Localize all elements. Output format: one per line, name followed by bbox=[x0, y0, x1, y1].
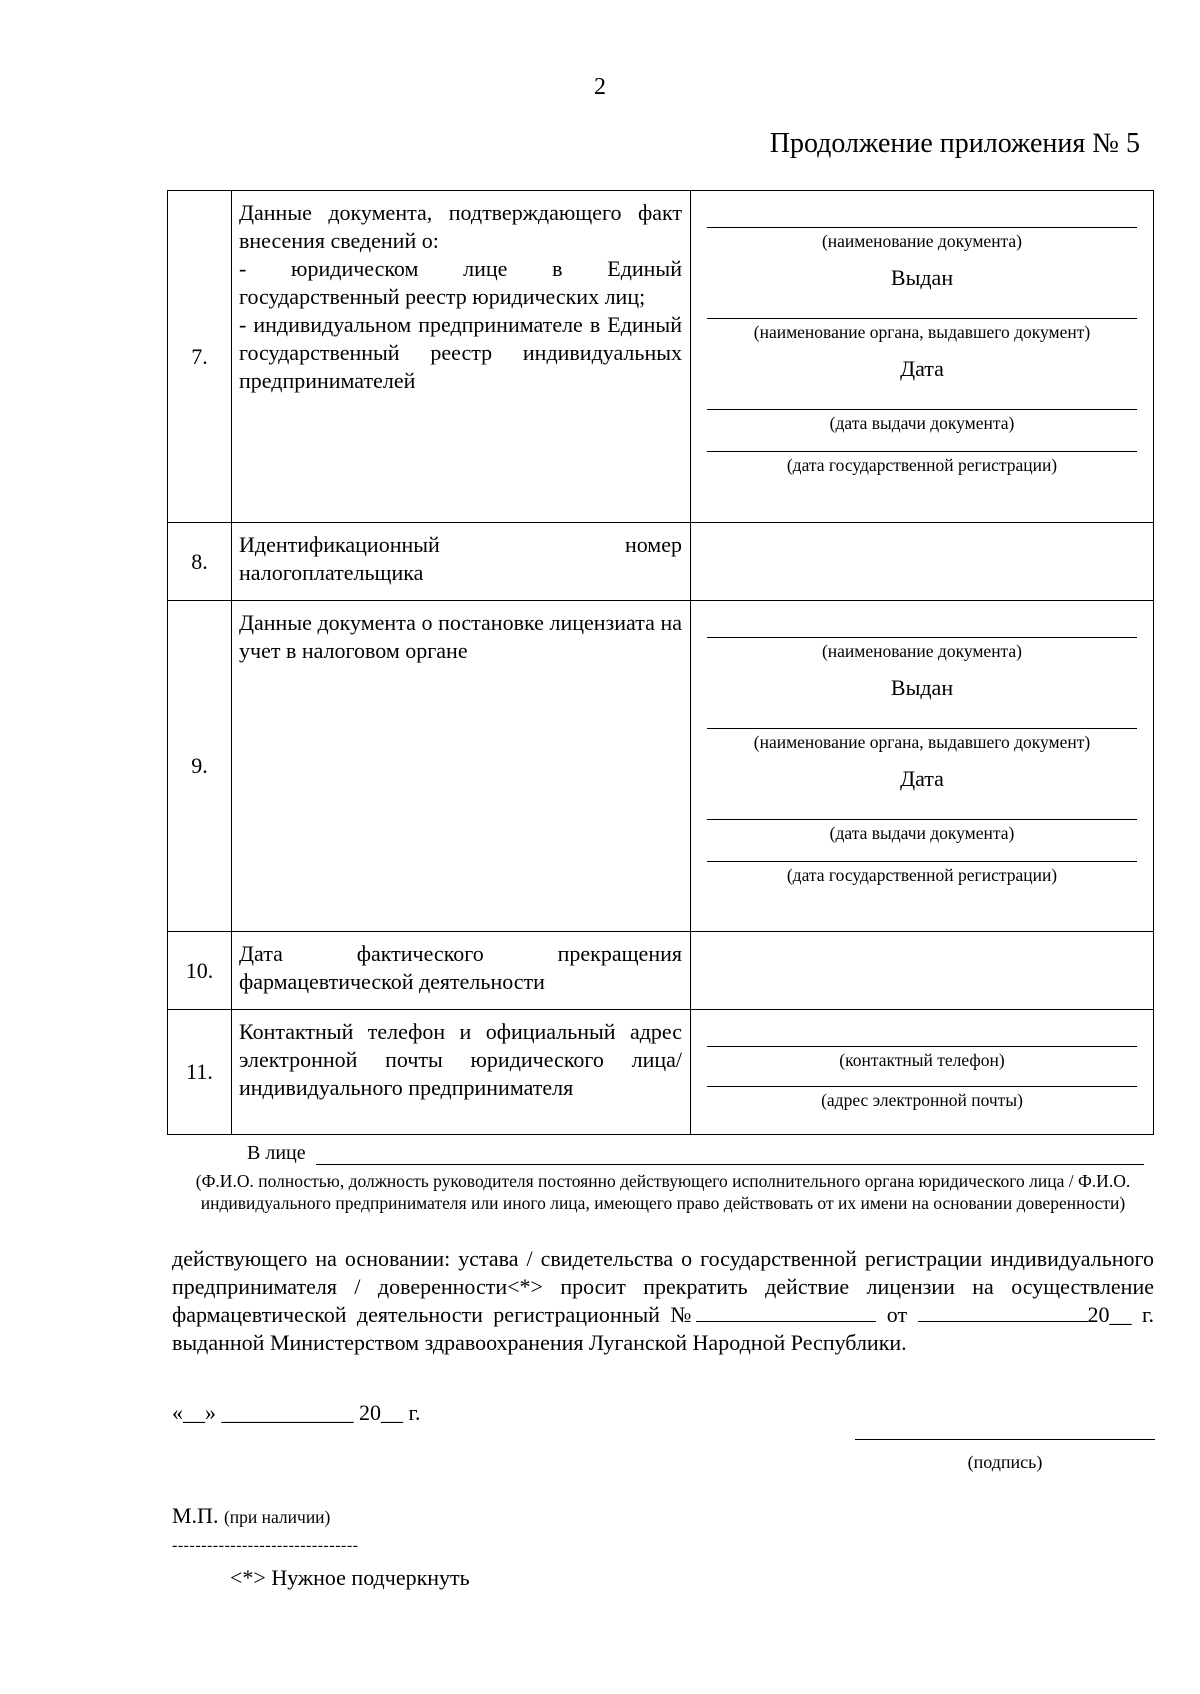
issued-label: Выдан bbox=[890, 265, 954, 290]
registration-date-field[interactable] bbox=[707, 451, 1137, 452]
fio-note: (Ф.И.О. полностью, должность руководителя постоянно действующего исполнительного органа юридического лица / Ф.И.О. индивидуального предпринимателя или иного лица, имеющего право действовать от их имени на основании доверенности) bbox=[195, 1171, 1131, 1213]
stamp-note: (при наличии) bbox=[223, 1507, 331, 1527]
row-description: Идентификационный номер налогоплательщика bbox=[232, 523, 691, 601]
registration-date-caption: (дата государственной регистрации) bbox=[786, 865, 1058, 885]
document-name-field[interactable] bbox=[707, 227, 1137, 228]
table-row-7 bbox=[168, 191, 1154, 523]
registration-number-field[interactable] bbox=[696, 1305, 876, 1322]
request-text-part3: 20__ г. выданной Министерством здравоохранения Луганской Народной Республики. bbox=[172, 1302, 1155, 1355]
issuer-caption: (наименование органа, выдавшего документ) bbox=[753, 322, 1091, 342]
row-number: 11. bbox=[168, 1010, 232, 1135]
request-text-part1: действующего на основании: устава / свидетельства о государственной регистрации индивидуального предпринимателя / доверенности<*> просит прекратить действие лицензии на осуществление фармацевтической деятельности регистрационный № bbox=[172, 1246, 1154, 1327]
request-text bbox=[172, 1245, 1154, 1357]
row-description: Данные документа о постановке лицензиата на учет в налоговом органе bbox=[232, 601, 691, 932]
table-row-11 bbox=[168, 1010, 1154, 1135]
in-face-label: В лице bbox=[247, 1142, 306, 1164]
row-number: 8. bbox=[168, 523, 232, 601]
row-number: 9. bbox=[168, 601, 232, 932]
stamp-label: М.П. bbox=[172, 1503, 219, 1528]
application-date[interactable]: «__» ____________ 20__ г. bbox=[172, 1400, 421, 1425]
representative-name-field[interactable] bbox=[316, 1164, 1144, 1165]
date-label: Дата bbox=[900, 766, 944, 791]
phone-caption: (контактный телефон) bbox=[839, 1050, 1005, 1070]
issue-date-caption: (дата выдачи документа) bbox=[829, 413, 1015, 433]
table-row-10 bbox=[168, 932, 1154, 1010]
row-value bbox=[691, 601, 1154, 932]
document-name-field[interactable] bbox=[707, 637, 1137, 638]
row-value bbox=[691, 1010, 1154, 1135]
row-number: 7. bbox=[168, 191, 232, 523]
row-number: 10. bbox=[168, 932, 232, 1010]
row-description: Дата фактического прекращения фармацевтической деятельности bbox=[232, 932, 691, 1010]
issue-date-field[interactable] bbox=[707, 409, 1137, 410]
desc-line: Данные документа, подтверждающего факт внесения сведений о: bbox=[239, 200, 682, 253]
continuation-title: Продолжение приложения № 5 bbox=[769, 128, 1140, 159]
issuer-caption: (наименование органа, выдавшего документ) bbox=[753, 732, 1091, 752]
issued-label: Выдан bbox=[890, 675, 954, 700]
signature-caption: (подпись) bbox=[967, 1452, 1043, 1472]
document-name-caption: (наименование документа) bbox=[821, 641, 1023, 661]
page-number: 2 bbox=[594, 74, 606, 100]
date-label: Дата bbox=[900, 356, 944, 381]
desc-line: - индивидуальном предпринимателе в Единый государственный реестр индивидуальных предпринимателей bbox=[239, 312, 682, 393]
request-text-part2: от bbox=[886, 1302, 918, 1327]
row-value bbox=[691, 191, 1154, 523]
license-date-field[interactable] bbox=[918, 1305, 1088, 1322]
issue-date-field[interactable] bbox=[707, 819, 1137, 820]
issue-date-caption: (дата выдачи документа) bbox=[829, 823, 1015, 843]
desc-line: - юридическом лице в Единый государственный реестр юридических лиц; bbox=[239, 256, 682, 309]
stamp-place bbox=[172, 1503, 1154, 1529]
row-description bbox=[232, 191, 691, 523]
table-row-9 bbox=[168, 601, 1154, 932]
row-description: Контактный телефон и официальный адрес электронной почты юридического лица/индивидуального предпринимателя bbox=[232, 1010, 691, 1135]
application-table bbox=[167, 190, 1154, 1135]
phone-field[interactable] bbox=[707, 1046, 1137, 1047]
issuer-field[interactable] bbox=[707, 728, 1137, 729]
email-caption: (адрес электронной почты) bbox=[821, 1090, 1023, 1110]
registration-date-caption: (дата государственной регистрации) bbox=[786, 455, 1058, 475]
termination-date-field[interactable] bbox=[691, 932, 1154, 1010]
issuer-field[interactable] bbox=[707, 318, 1137, 319]
email-field[interactable] bbox=[707, 1086, 1137, 1087]
registration-date-field[interactable] bbox=[707, 861, 1137, 862]
table-row-8 bbox=[168, 523, 1154, 601]
footnote: <*> Нужное подчеркнуть bbox=[230, 1565, 470, 1590]
signature-field[interactable] bbox=[855, 1439, 1155, 1440]
taxpayer-id-field[interactable] bbox=[691, 523, 1154, 601]
document-name-caption: (наименование документа) bbox=[821, 231, 1023, 251]
footnote-separator: -------------------------------- bbox=[172, 1537, 359, 1554]
